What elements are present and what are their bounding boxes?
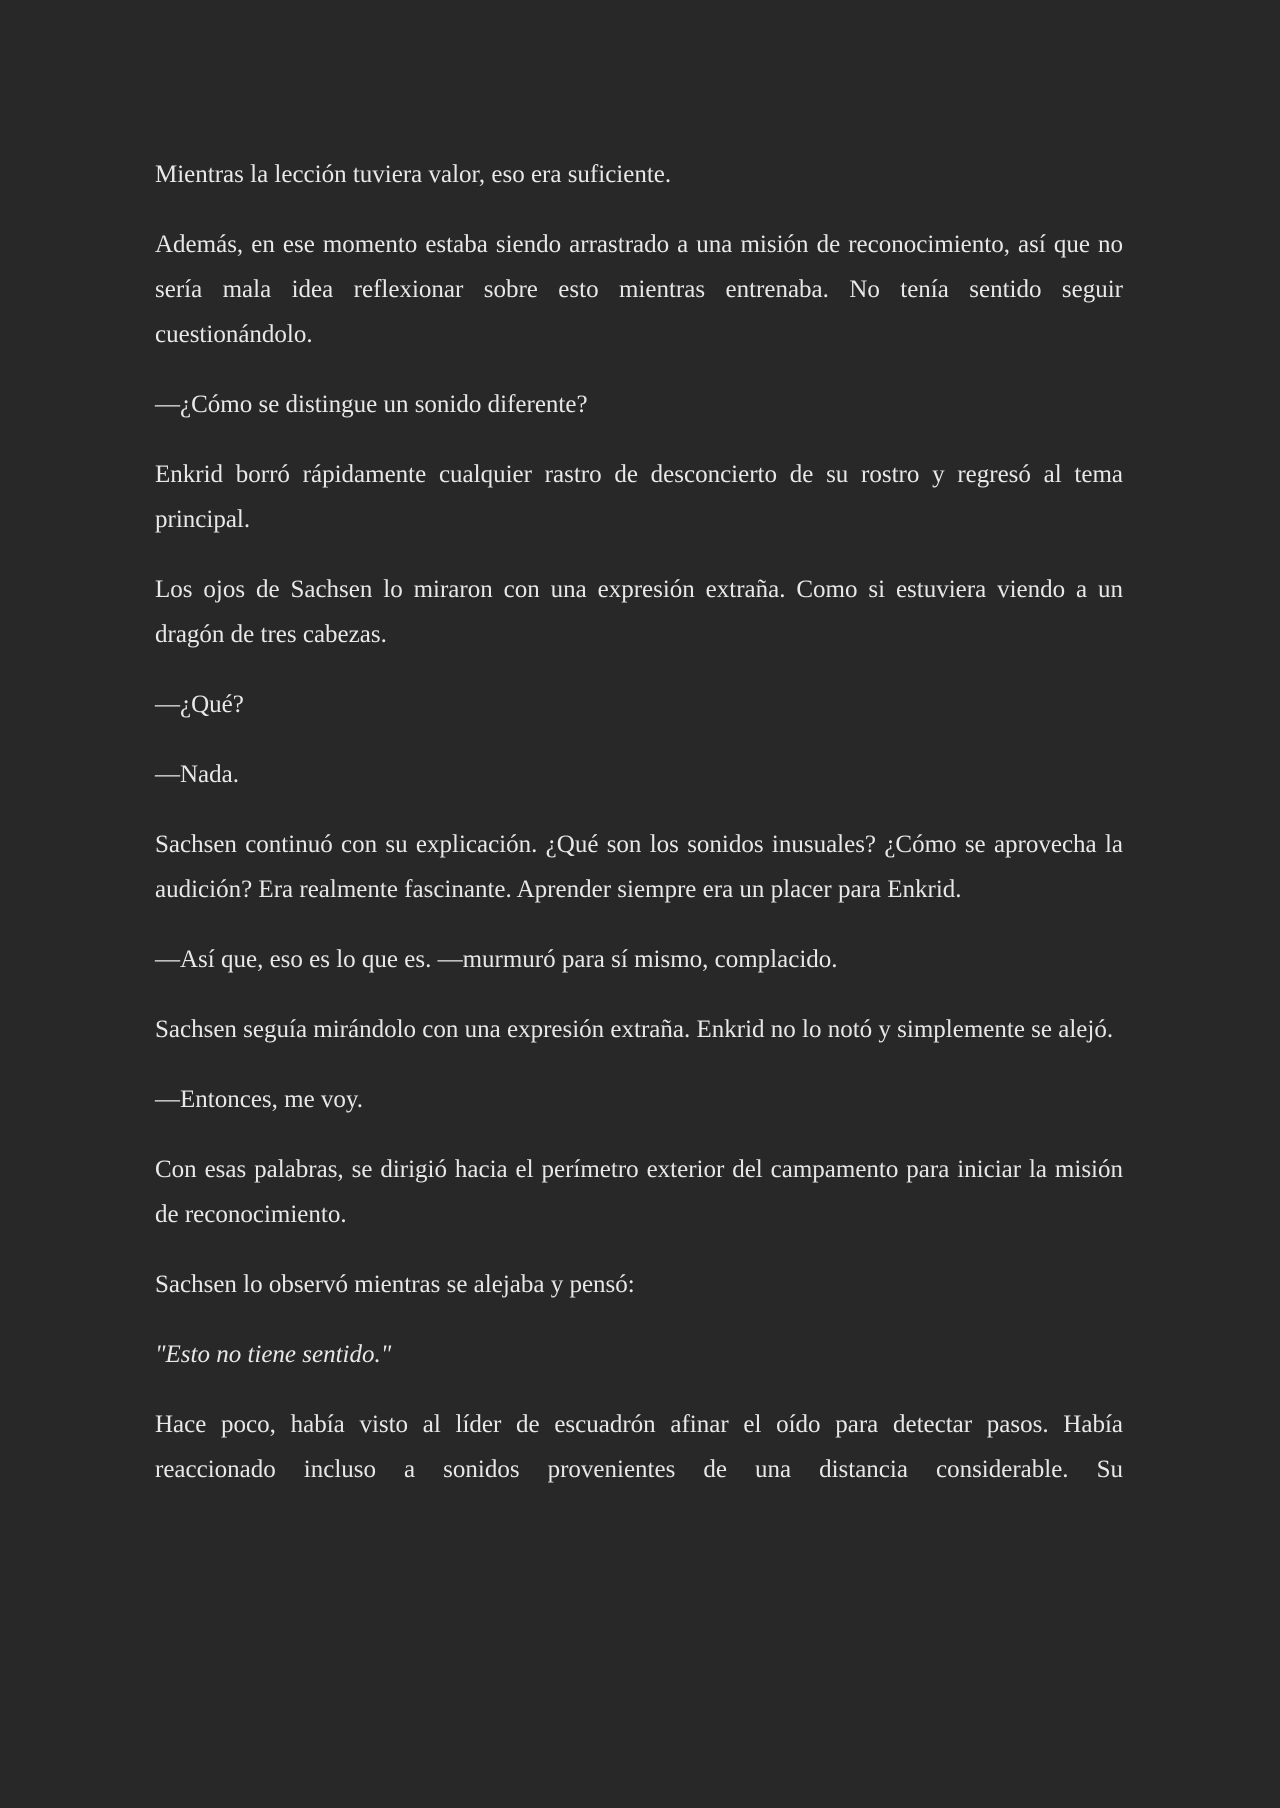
paragraph-8: Sachsen continuó con su explicación. ¿Qué son los sonidos inusuales? ¿Cómo se aprovecha la audición? Era realmente fascinante. Aprender siempre era un placer para Enkrid. — [155, 831, 1123, 903]
inner-thought: "Esto no tiene sentido." — [155, 1341, 392, 1368]
paragraph-4: Enkrid borró rápidamente cualquier rastro de desconcierto de su rostro y regresó al tema principal. — [155, 461, 1123, 533]
dialogue-line-3: —Nada. — [155, 761, 239, 788]
paragraph-12: Con esas palabras, se dirigió hacia el perímetro exterior del campamento para iniciar la misión de reconocimiento. — [155, 1156, 1123, 1228]
dialogue-line-1: —¿Cómo se distingue un sonido diferente? — [155, 391, 588, 418]
paragraph-2: Además, en ese momento estaba siendo arrastrado a una misión de reconocimiento, así que no sería mala idea reflexionar sobre esto mientras entrenaba. No tenía sentido seguir cuestionándolo. — [155, 231, 1123, 348]
dialogue-line-5: —Entonces, me voy. — [155, 1086, 364, 1113]
paragraph-10: Sachsen seguía mirándolo con una expresión extraña. Enkrid no lo notó y simplemente se alejó. — [155, 1016, 1114, 1043]
paragraph-1: Mientras la lección tuviera valor, eso era suficiente. — [155, 161, 672, 188]
reading-page — [155, 152, 1123, 1492]
dialogue-line-4: —Así que, eso es lo que es. —murmuró para sí mismo, complacido. — [155, 946, 838, 973]
paragraph-15: Hace poco, había visto al líder de escuadrón afinar el oído para detectar pasos. Había reaccionado incluso a sonidos provenientes de una distancia considerable. Su — [155, 1411, 1123, 1483]
paragraph-5: Los ojos de Sachsen lo miraron con una expresión extraña. Como si estuviera viendo a un dragón de tres cabezas. — [155, 576, 1123, 648]
dialogue-line-2: —¿Qué? — [155, 691, 244, 718]
paragraph-13: Sachsen lo observó mientras se alejaba y pensó: — [155, 1271, 635, 1298]
